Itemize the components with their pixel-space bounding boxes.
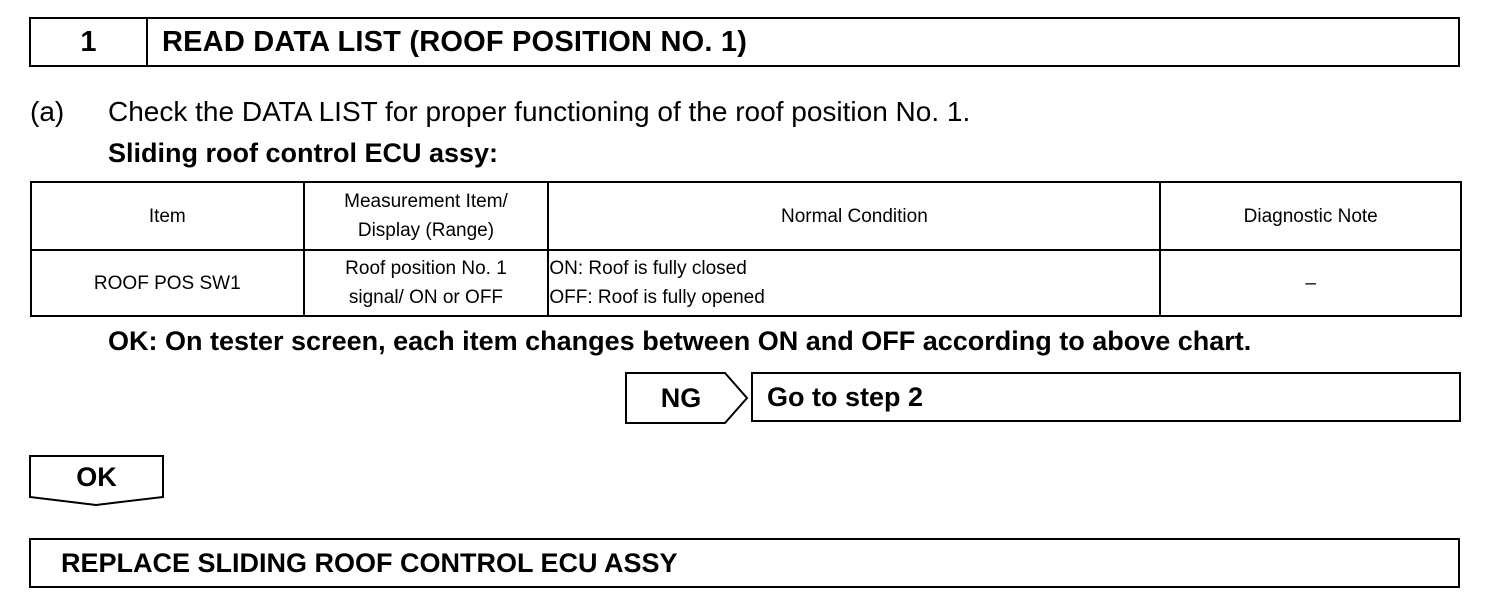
cell-normal-line1: ON: Roof is fully closed	[549, 258, 747, 279]
ecu-subheading: Sliding roof control ECU assy:	[108, 138, 499, 168]
header-measurement-line1: Measurement Item/	[344, 191, 508, 212]
final-action-box: REPLACE SLIDING ROOF CONTROL ECU ASSY	[29, 538, 1460, 588]
cell-normal-condition	[548, 250, 1160, 316]
instruction-text: Check the DATA LIST for proper functioning of the roof position No. 1.	[108, 96, 971, 127]
cell-item: ROOF POS SW1	[31, 250, 304, 316]
ok-criteria: OK: On tester screen, each item changes between ON and OFF according to above chart.	[108, 326, 1252, 356]
table-row	[31, 250, 1461, 316]
ng-label: NG	[660, 382, 702, 413]
header-normal-condition: Normal Condition	[548, 182, 1160, 250]
ng-action-box: Go to step 2	[751, 372, 1461, 422]
header-item: Item	[31, 182, 304, 250]
instruction	[30, 96, 970, 128]
header-measurement	[304, 182, 549, 250]
cell-diagnostic-note: –	[1160, 250, 1461, 316]
step-title: READ DATA LIST (ROOF POSITION NO. 1)	[162, 25, 748, 58]
ok-label: OK	[76, 461, 117, 492]
header-measurement-line2: Display (Range)	[357, 220, 495, 241]
instruction-marker: (a)	[30, 96, 65, 127]
table-header-row	[31, 182, 1461, 250]
cell-measurement	[304, 250, 549, 316]
cell-normal-line2: OFF: Roof is fully opened	[549, 287, 765, 308]
cell-measurement-line1: Roof position No. 1	[345, 258, 507, 279]
cell-measurement-line2: signal/ ON or OFF	[348, 287, 504, 308]
step-header	[29, 17, 1460, 67]
data-list-table	[30, 181, 1462, 317]
header-diagnostic-note: Diagnostic Note	[1160, 182, 1461, 250]
step-number: 1	[31, 19, 148, 65]
